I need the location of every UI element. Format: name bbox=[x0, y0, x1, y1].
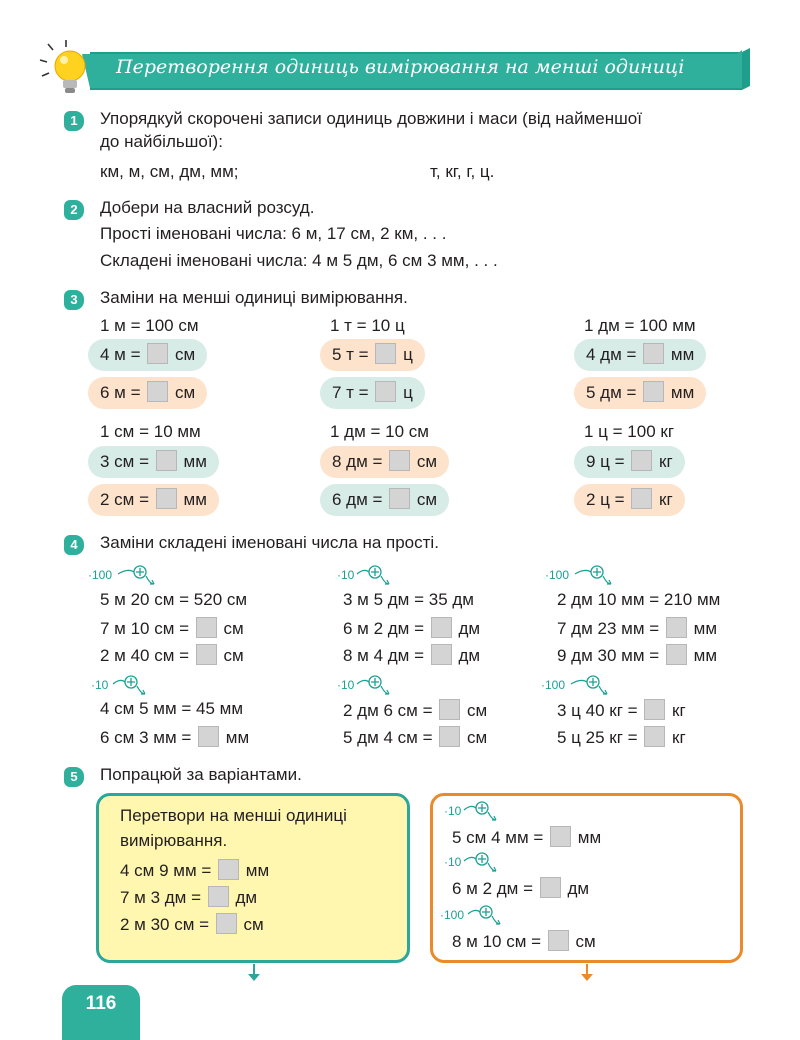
page-number: 116 bbox=[85, 993, 117, 1014]
conversion-reference: 1 ц = 100 кг bbox=[584, 422, 675, 441]
answer-box[interactable] bbox=[644, 726, 665, 747]
variant-1-title: Перетвори на менші одиниці bbox=[120, 806, 347, 825]
multiplier-hint: ·100 bbox=[545, 568, 569, 582]
answer-box[interactable] bbox=[216, 913, 237, 934]
variant-2-equation: 6 м 2 дм = дм bbox=[452, 879, 590, 898]
answer-box[interactable] bbox=[431, 617, 452, 638]
variant-2-equation: 5 см 4 мм = мм bbox=[452, 828, 602, 847]
answer-box[interactable] bbox=[548, 930, 569, 951]
task4-equation: 6 см 3 мм = мм bbox=[100, 728, 250, 747]
answer-box[interactable] bbox=[198, 726, 219, 747]
answer-box[interactable] bbox=[631, 488, 652, 509]
section-title: Перетворення одиниць вимірювання на менші одиниці bbox=[116, 56, 685, 78]
task4-equation: 3 ц 40 кг = кг bbox=[557, 701, 686, 720]
task-number-4: 4 bbox=[64, 535, 84, 555]
conversion-exercise: 2 см = мм bbox=[88, 484, 219, 516]
task3-text: Заміни на менші одиниці вимірювання. bbox=[100, 288, 408, 307]
conversion-exercise: 9 ц = кг bbox=[574, 446, 685, 478]
conversion-exercise: 2 ц = кг bbox=[574, 484, 685, 516]
task4-text: Заміни складені іменовані числа на прості. bbox=[100, 533, 439, 552]
task4-equation: 5 м 20 см = 520 см bbox=[100, 590, 248, 609]
task4-equation: 7 м 10 см = см bbox=[100, 619, 244, 638]
answer-box[interactable] bbox=[550, 826, 571, 847]
multiplier-hint: ·10 bbox=[91, 678, 108, 692]
task4-equation: 7 дм 23 мм = мм bbox=[557, 619, 718, 638]
task4-equation: 4 см 5 мм = 45 мм bbox=[100, 699, 244, 718]
answer-box[interactable] bbox=[631, 450, 652, 471]
multiplier-hint: ·10 bbox=[337, 568, 354, 582]
conversion-exercise: 4 дм = мм bbox=[574, 339, 706, 371]
conversion-exercise: 5 дм = мм bbox=[574, 377, 706, 409]
conversion-exercise: 4 м = см bbox=[88, 339, 207, 371]
lightbulb-icon bbox=[36, 38, 96, 96]
multiplier-hint: ·100 bbox=[440, 908, 464, 922]
task4-equation: 2 дм 10 мм = 210 мм bbox=[557, 590, 721, 609]
answer-box[interactable] bbox=[208, 886, 229, 907]
variant-1-equation: 2 м 30 см = см bbox=[120, 915, 264, 934]
task2-text: Добери на власний розсуд. bbox=[100, 198, 315, 217]
variant-1-title: вимірювання. bbox=[120, 831, 228, 850]
conversion-exercise: 3 см = мм bbox=[88, 446, 219, 478]
multiplier-hint: ·100 bbox=[541, 678, 565, 692]
task1-text-line2: до найбільшої): bbox=[100, 132, 223, 151]
task-number-1: 1 bbox=[64, 111, 84, 131]
answer-box[interactable] bbox=[540, 877, 561, 898]
answer-box[interactable] bbox=[156, 450, 177, 471]
conversion-exercise: 8 дм = см bbox=[320, 446, 449, 478]
answer-box[interactable] bbox=[643, 343, 664, 364]
section-banner bbox=[82, 46, 750, 92]
task2-compound-numbers: Складені іменовані числа: 4 м 5 дм, 6 см 3 мм, . . . bbox=[100, 251, 498, 270]
task-number-5: 5 bbox=[64, 767, 84, 787]
variant-2-equation: 8 м 10 см = см bbox=[452, 932, 596, 951]
conversion-reference: 1 м = 100 см bbox=[100, 316, 199, 335]
task4-equation: 5 дм 4 см = см bbox=[343, 728, 488, 747]
answer-box[interactable] bbox=[147, 343, 168, 364]
answer-box[interactable] bbox=[666, 617, 687, 638]
task4-equation: 8 м 4 дм = дм bbox=[343, 646, 481, 665]
task1-masses: т, кг, г, ц. bbox=[430, 162, 495, 181]
task2-simple-numbers: Прості іменовані числа: 6 м, 17 см, 2 км, . . . bbox=[100, 224, 447, 243]
answer-box[interactable] bbox=[644, 699, 665, 720]
task4-equation: 2 дм 6 см = см bbox=[343, 701, 488, 720]
arrow-down-icon bbox=[247, 964, 261, 982]
task4-equation: 3 м 5 дм = 35 дм bbox=[343, 590, 474, 609]
multiplier-hint: ·10 bbox=[337, 678, 354, 692]
task1-lengths: км, м, см, дм, мм; bbox=[100, 162, 239, 181]
answer-box[interactable] bbox=[389, 488, 410, 509]
answer-box[interactable] bbox=[666, 644, 687, 665]
answer-box[interactable] bbox=[643, 381, 664, 402]
answer-box[interactable] bbox=[375, 381, 396, 402]
task4-equation: 9 дм 30 мм = мм bbox=[557, 646, 718, 665]
answer-box[interactable] bbox=[375, 343, 396, 364]
conversion-reference: 1 дм = 10 см bbox=[330, 422, 429, 441]
conversion-exercise: 7 т = ц bbox=[320, 377, 425, 409]
answer-box[interactable] bbox=[196, 644, 217, 665]
conversion-reference: 1 дм = 100 мм bbox=[584, 316, 696, 335]
task1-text-line1: Упорядкуй скорочені записи одиниць довжини і маси (від найменшої bbox=[100, 109, 642, 128]
conversion-exercise: 5 т = ц bbox=[320, 339, 425, 371]
answer-box[interactable] bbox=[156, 488, 177, 509]
conversion-reference: 1 см = 10 мм bbox=[100, 422, 201, 441]
answer-box[interactable] bbox=[439, 699, 460, 720]
task4-equation: 6 м 2 дм = дм bbox=[343, 619, 481, 638]
conversion-exercise: 6 м = см bbox=[88, 377, 207, 409]
arrow-down-icon bbox=[580, 964, 594, 982]
answer-box[interactable] bbox=[389, 450, 410, 471]
variant-1-equation: 4 см 9 мм = мм bbox=[120, 861, 270, 880]
conversion-reference: 1 т = 10 ц bbox=[330, 316, 405, 335]
multiplier-hint: ·10 bbox=[444, 804, 461, 818]
task-number-2: 2 bbox=[64, 200, 84, 220]
multiplier-hint: ·100 bbox=[88, 568, 112, 582]
task4-equation: 5 ц 25 кг = кг bbox=[557, 728, 686, 747]
task4-equation: 2 м 40 см = см bbox=[100, 646, 244, 665]
variant-1-equation: 7 м 3 дм = дм bbox=[120, 888, 258, 907]
answer-box[interactable] bbox=[147, 381, 168, 402]
task5-text: Попрацюй за варіантами. bbox=[100, 765, 302, 784]
answer-box[interactable] bbox=[218, 859, 239, 880]
multiplier-hint: ·10 bbox=[444, 855, 461, 869]
answer-box[interactable] bbox=[431, 644, 452, 665]
answer-box[interactable] bbox=[439, 726, 460, 747]
answer-box[interactable] bbox=[196, 617, 217, 638]
conversion-exercise: 6 дм = см bbox=[320, 484, 449, 516]
task-number-3: 3 bbox=[64, 290, 84, 310]
